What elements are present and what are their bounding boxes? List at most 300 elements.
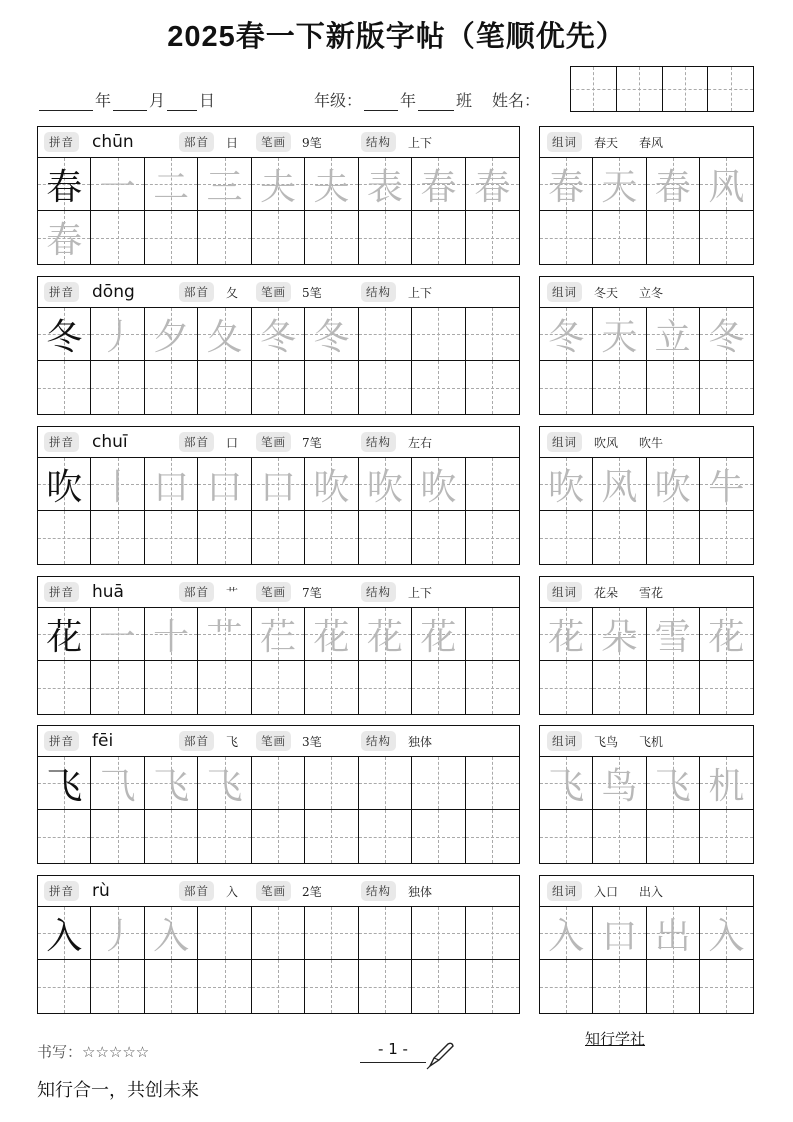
pinyin-tag: 拼音 xyxy=(44,282,79,302)
stroke-order-cell[interactable] xyxy=(198,907,251,960)
stroke-order-cell[interactable] xyxy=(305,757,358,810)
word-1: 入口 xyxy=(594,884,619,899)
stroke-step: 口 xyxy=(259,466,296,508)
model-character: 花 xyxy=(46,616,83,658)
word-character: 雪 xyxy=(654,616,691,658)
practice-cell[interactable] xyxy=(145,211,198,264)
model-character: 冬 xyxy=(46,316,83,358)
stroke-order-cell[interactable] xyxy=(145,907,198,960)
word-character: 机 xyxy=(708,765,745,807)
day-label: 日 xyxy=(199,91,216,110)
practice-cell[interactable] xyxy=(145,810,198,863)
stroke-step: ⺄ xyxy=(99,765,136,807)
word-trace-cell[interactable] xyxy=(700,907,753,960)
structure-value: 独体 xyxy=(408,884,433,899)
stroke-order-cell[interactable] xyxy=(359,308,412,361)
name-cell[interactable] xyxy=(571,67,617,111)
practice-cell[interactable] xyxy=(145,661,198,714)
stroke-order-cell[interactable] xyxy=(91,608,144,661)
stroke-order-cell[interactable] xyxy=(466,608,519,661)
radical-tag: 部首 xyxy=(179,132,214,152)
stroke-step: 冬 xyxy=(313,316,350,358)
word-character: 风 xyxy=(601,466,638,508)
radical-value: 艹 xyxy=(226,585,239,600)
word-practice-cell[interactable] xyxy=(593,661,646,714)
model-character: 吹 xyxy=(46,466,83,508)
words-info xyxy=(540,726,753,757)
word-character: 风 xyxy=(708,166,745,208)
stroke-order-cell[interactable] xyxy=(305,158,358,211)
structure-tag: 结构 xyxy=(361,731,396,751)
radical-tag: 部首 xyxy=(179,582,214,602)
practice-cell[interactable] xyxy=(38,810,91,863)
words-block xyxy=(539,276,754,415)
practice-cell[interactable] xyxy=(466,211,519,264)
character-info xyxy=(38,127,519,158)
pinyin-value: chūn xyxy=(92,132,134,152)
stroke-order-cell[interactable] xyxy=(305,308,358,361)
model-character: 春 xyxy=(46,166,83,208)
practice-block xyxy=(37,875,520,1014)
strokes-tag: 笔画 xyxy=(256,132,291,152)
practice-cell[interactable] xyxy=(38,960,91,1013)
stroke-order-cell[interactable] xyxy=(359,907,412,960)
radical-value: 日 xyxy=(226,135,239,150)
word-trace-cell[interactable] xyxy=(540,458,593,511)
structure-value: 上下 xyxy=(408,285,433,300)
stroke-step: 花 xyxy=(420,616,457,658)
word-practice-cell[interactable] xyxy=(647,661,700,714)
word-trace-cell[interactable] xyxy=(647,757,700,810)
stroke-order-cell[interactable] xyxy=(91,158,144,211)
strokes-value: 7笔 xyxy=(302,435,322,450)
practice-cell[interactable] xyxy=(145,511,198,564)
word-practice-cell[interactable] xyxy=(593,361,646,414)
practice-cell[interactable] xyxy=(305,960,358,1013)
word-character: 吹 xyxy=(654,466,691,508)
words-tag: 组词 xyxy=(547,282,582,302)
stroke-step: 吹 xyxy=(366,466,403,508)
practice-cell[interactable] xyxy=(466,361,519,414)
pinyin-tag: 拼音 xyxy=(44,731,79,751)
practice-cell[interactable] xyxy=(412,361,465,414)
word-trace-cell[interactable] xyxy=(700,608,753,661)
pinyin-tag: 拼音 xyxy=(44,881,79,901)
character-info xyxy=(38,577,519,608)
stroke-step: 一 xyxy=(99,616,136,658)
grade-year-blank[interactable] xyxy=(364,96,398,111)
radical-tag: 部首 xyxy=(179,881,214,901)
word-trace-cell[interactable] xyxy=(647,608,700,661)
word-trace-cell[interactable] xyxy=(540,757,593,810)
strokes-tag: 笔画 xyxy=(256,881,291,901)
word-character: 飞 xyxy=(548,765,585,807)
word-character: 入 xyxy=(548,915,585,957)
practice-cell[interactable] xyxy=(198,661,251,714)
structure-tag: 结构 xyxy=(361,282,396,302)
stroke-order-cell[interactable] xyxy=(145,308,198,361)
word-practice-cell[interactable] xyxy=(540,960,593,1013)
practice-cell[interactable] xyxy=(412,511,465,564)
name-cell[interactable] xyxy=(617,67,663,111)
practice-cell[interactable] xyxy=(359,361,412,414)
year-blank[interactable] xyxy=(39,96,93,111)
practice-cell[interactable] xyxy=(91,960,144,1013)
stroke-step: 口 xyxy=(206,466,243,508)
practice-cell[interactable] xyxy=(145,361,198,414)
stroke-order-cell[interactable] xyxy=(412,158,465,211)
word-practice-cell[interactable] xyxy=(647,211,700,264)
word-1: 春天 xyxy=(594,135,619,150)
practice-grid xyxy=(38,308,519,414)
name-cell[interactable] xyxy=(663,67,709,111)
word-character: 出 xyxy=(654,915,691,957)
word-practice-cell[interactable] xyxy=(700,361,753,414)
word-practice-cell[interactable] xyxy=(647,960,700,1013)
stroke-order-cell[interactable] xyxy=(466,308,519,361)
words-info xyxy=(540,577,753,608)
practice-cell[interactable] xyxy=(38,361,91,414)
model-character-cell xyxy=(38,757,91,810)
model-character-cell xyxy=(38,608,91,661)
model-character-cell xyxy=(38,158,91,211)
practice-cell[interactable] xyxy=(38,511,91,564)
stroke-order-cell[interactable] xyxy=(466,907,519,960)
practice-cell[interactable] xyxy=(91,511,144,564)
practice-cell[interactable] xyxy=(359,211,412,264)
stroke-order-cell[interactable] xyxy=(252,458,305,511)
model-character-cell xyxy=(38,907,91,960)
word-trace-cell[interactable] xyxy=(647,308,700,361)
month-blank[interactable] xyxy=(113,96,147,111)
word-trace-cell[interactable] xyxy=(700,158,753,211)
words-block xyxy=(539,576,754,715)
stroke-step: 丿 xyxy=(99,915,136,957)
pinyin-tag: 拼音 xyxy=(44,432,79,452)
stroke-step: 飞 xyxy=(153,765,190,807)
word-character: 飞 xyxy=(654,765,691,807)
word-character: 花 xyxy=(708,616,745,658)
word-trace-cell[interactable] xyxy=(700,458,753,511)
word-practice-cell[interactable] xyxy=(700,810,753,863)
word-character: 立 xyxy=(654,316,691,358)
grade-line xyxy=(314,88,540,111)
practice-cell[interactable] xyxy=(359,511,412,564)
page-title: 2025春一下新版字帖（笔顺优先） xyxy=(167,21,626,53)
practice-cell[interactable] xyxy=(466,810,519,863)
practice-grid xyxy=(38,458,519,564)
words-tag: 组词 xyxy=(547,881,582,901)
radical-value: 入 xyxy=(226,884,239,899)
word-character: 花 xyxy=(548,616,585,658)
practice-cell[interactable] xyxy=(359,810,412,863)
word-trace-cell[interactable] xyxy=(647,907,700,960)
word-2: 吹牛 xyxy=(639,435,664,450)
word-practice-cell[interactable] xyxy=(540,810,593,863)
stroke-order-cell[interactable] xyxy=(252,158,305,211)
word-trace-cell[interactable] xyxy=(593,458,646,511)
month-label: 月 xyxy=(149,91,166,110)
practice-cell[interactable] xyxy=(198,211,251,264)
stroke-order-cell[interactable] xyxy=(305,907,358,960)
word-1: 飞鸟 xyxy=(594,734,619,749)
word-character: 口 xyxy=(601,915,638,957)
stroke-step: 冬 xyxy=(259,316,296,358)
stroke-order-cell[interactable] xyxy=(91,757,144,810)
pinyin-value: rù xyxy=(92,881,110,901)
model-character-cell xyxy=(38,458,91,511)
practice-cell[interactable] xyxy=(198,960,251,1013)
practice-cell[interactable] xyxy=(359,960,412,1013)
strokes-tag: 笔画 xyxy=(256,282,291,302)
structure-tag: 结构 xyxy=(361,881,396,901)
word-1: 吹风 xyxy=(594,435,619,450)
character-section xyxy=(37,875,754,1014)
practice-cell[interactable] xyxy=(91,211,144,264)
practice-cell[interactable] xyxy=(466,511,519,564)
words-grid xyxy=(540,757,753,863)
word-trace-cell[interactable] xyxy=(647,158,700,211)
word-character: 天 xyxy=(601,166,638,208)
word-character: 冬 xyxy=(548,316,585,358)
words-info xyxy=(540,127,753,158)
character-section xyxy=(37,725,754,864)
word-trace-cell[interactable] xyxy=(700,308,753,361)
word-practice-cell[interactable] xyxy=(700,511,753,564)
stroke-order-cell[interactable] xyxy=(145,458,198,511)
stroke-order-cell[interactable] xyxy=(198,757,251,810)
words-grid xyxy=(540,308,753,414)
practice-cell[interactable] xyxy=(198,511,251,564)
character-info xyxy=(38,876,519,907)
practice-cell[interactable] xyxy=(305,511,358,564)
word-trace-cell[interactable] xyxy=(540,308,593,361)
word-trace-cell[interactable] xyxy=(540,158,593,211)
word-trace-cell[interactable] xyxy=(593,308,646,361)
strokes-tag: 笔画 xyxy=(256,582,291,602)
practice-cell[interactable] xyxy=(198,810,251,863)
stroke-step: 芢 xyxy=(259,616,296,658)
word-trace-cell[interactable] xyxy=(647,458,700,511)
pinyin-value: chuī xyxy=(92,432,128,452)
stroke-order-cell[interactable] xyxy=(145,158,198,211)
structure-value: 上下 xyxy=(408,135,433,150)
stroke-order-cell[interactable] xyxy=(145,608,198,661)
practice-cell[interactable] xyxy=(305,211,358,264)
practice-cell[interactable] xyxy=(198,361,251,414)
pinyin-value: fēi xyxy=(92,731,114,751)
words-grid xyxy=(540,158,753,264)
practice-cell[interactable] xyxy=(252,661,305,714)
model-character-cell xyxy=(38,308,91,361)
practice-cell[interactable] xyxy=(91,810,144,863)
words-grid xyxy=(540,608,753,714)
word-trace-cell[interactable] xyxy=(593,757,646,810)
stroke-order-cell[interactable] xyxy=(252,308,305,361)
stroke-step: 丨 xyxy=(99,466,136,508)
word-character: 春 xyxy=(654,166,691,208)
pen-icon xyxy=(426,1040,456,1074)
word-character: 牛 xyxy=(708,466,745,508)
stroke-step: 夫 xyxy=(259,166,296,208)
stroke-order-cell[interactable] xyxy=(252,757,305,810)
name-box[interactable] xyxy=(570,66,754,112)
stroke-order-cell[interactable] xyxy=(198,308,251,361)
word-trace-cell[interactable] xyxy=(593,608,646,661)
word-practice-cell[interactable] xyxy=(540,211,593,264)
stroke-step: 花 xyxy=(366,616,403,658)
word-trace-cell[interactable] xyxy=(540,907,593,960)
practice-cell[interactable] xyxy=(466,960,519,1013)
practice-grid xyxy=(38,158,519,264)
word-trace-cell[interactable] xyxy=(593,158,646,211)
practice-cell[interactable] xyxy=(412,960,465,1013)
words-grid xyxy=(540,458,753,564)
word-practice-cell[interactable] xyxy=(593,960,646,1013)
character-section xyxy=(37,576,754,715)
radical-value: 飞 xyxy=(226,734,239,749)
word-character: 朵 xyxy=(601,616,638,658)
word-trace-cell[interactable] xyxy=(540,608,593,661)
stroke-order-cell[interactable] xyxy=(466,458,519,511)
structure-tag: 结构 xyxy=(361,582,396,602)
stroke-order-cell[interactable] xyxy=(198,458,251,511)
character-section xyxy=(37,126,754,265)
practice-cell[interactable] xyxy=(38,661,91,714)
name-cell[interactable] xyxy=(708,67,753,111)
word-2: 立冬 xyxy=(639,285,664,300)
practice-cell[interactable] xyxy=(252,960,305,1013)
words-tag: 组词 xyxy=(547,132,582,152)
practice-cell[interactable] xyxy=(412,211,465,264)
word-practice-cell[interactable] xyxy=(647,361,700,414)
stroke-step: 口 xyxy=(153,466,190,508)
radical-tag: 部首 xyxy=(179,432,214,452)
stroke-order-cell[interactable] xyxy=(252,907,305,960)
practice-grid xyxy=(38,907,519,1013)
word-practice-cell[interactable] xyxy=(700,960,753,1013)
practice-grid xyxy=(38,608,519,714)
radical-value: 口 xyxy=(226,435,239,450)
strokes-value: 7笔 xyxy=(302,585,322,600)
stroke-step: 夕 xyxy=(153,316,190,358)
word-2: 雪花 xyxy=(639,585,664,600)
word-practice-cell[interactable] xyxy=(540,361,593,414)
stroke-order-cell[interactable] xyxy=(91,907,144,960)
stroke-step: 春 xyxy=(420,166,457,208)
word-trace-cell[interactable] xyxy=(700,757,753,810)
word-character: 冬 xyxy=(708,316,745,358)
practice-block xyxy=(37,276,520,415)
page-number: - 1 - xyxy=(360,1040,426,1063)
strokes-tag: 笔画 xyxy=(256,731,291,751)
strokes-value: 3笔 xyxy=(302,734,322,749)
character-section xyxy=(37,426,754,565)
practice-cell[interactable] xyxy=(252,211,305,264)
stroke-order-cell[interactable] xyxy=(252,608,305,661)
practice-block xyxy=(37,426,520,565)
stroke-step: 入 xyxy=(153,915,190,957)
stroke-order-cell[interactable] xyxy=(145,757,198,810)
word-practice-cell[interactable] xyxy=(593,511,646,564)
practice-cell[interactable] xyxy=(91,661,144,714)
character-info xyxy=(38,726,519,757)
stroke-step: 一 xyxy=(99,166,136,208)
stroke-order-cell[interactable] xyxy=(305,608,358,661)
word-practice-cell[interactable] xyxy=(647,810,700,863)
stroke-order-cell[interactable] xyxy=(91,458,144,511)
stroke-step: 花 xyxy=(313,616,350,658)
word-practice-cell[interactable] xyxy=(700,661,753,714)
practice-cell[interactable] xyxy=(305,661,358,714)
practice-cell[interactable] xyxy=(145,960,198,1013)
radical-value: 夂 xyxy=(226,285,239,300)
stroke-order-cell[interactable] xyxy=(359,458,412,511)
date-line xyxy=(37,88,215,111)
word-2: 春风 xyxy=(639,135,664,150)
words-tag: 组词 xyxy=(547,731,582,751)
practice-cell[interactable] xyxy=(252,810,305,863)
stroke-step: 十 xyxy=(153,616,190,658)
word-practice-cell[interactable] xyxy=(540,511,593,564)
stroke-order-cell[interactable] xyxy=(466,158,519,211)
class-label: 班 xyxy=(456,91,473,110)
stroke-order-cell[interactable] xyxy=(91,308,144,361)
strokes-value: 5笔 xyxy=(302,285,322,300)
practice-cell[interactable] xyxy=(359,661,412,714)
word-practice-cell[interactable] xyxy=(593,810,646,863)
stroke-order-cell[interactable] xyxy=(359,158,412,211)
stroke-order-cell[interactable] xyxy=(466,757,519,810)
class-blank[interactable] xyxy=(418,96,454,111)
stroke-order-cell[interactable] xyxy=(198,158,251,211)
stroke-order-cell[interactable] xyxy=(359,757,412,810)
words-grid xyxy=(540,907,753,1013)
stroke-order-cell[interactable] xyxy=(412,458,465,511)
practice-cell[interactable] xyxy=(412,661,465,714)
words-block xyxy=(539,725,754,864)
practice-cell[interactable] xyxy=(412,810,465,863)
practice-cell[interactable] xyxy=(38,211,91,264)
motto: 知行合一，共创未来 xyxy=(37,1080,199,1101)
stroke-order-cell[interactable] xyxy=(412,608,465,661)
character-info xyxy=(38,427,519,458)
practice-cell[interactable] xyxy=(252,361,305,414)
practice-cell[interactable] xyxy=(466,661,519,714)
word-practice-cell[interactable] xyxy=(700,211,753,264)
word-practice-cell[interactable] xyxy=(540,661,593,714)
day-blank[interactable] xyxy=(167,96,197,111)
word-practice-cell[interactable] xyxy=(593,211,646,264)
stroke-order-cell[interactable] xyxy=(412,757,465,810)
practice-cell[interactable] xyxy=(252,511,305,564)
word-practice-cell[interactable] xyxy=(647,511,700,564)
stroke-order-cell[interactable] xyxy=(198,608,251,661)
practice-cell[interactable] xyxy=(91,361,144,414)
stroke-order-cell[interactable] xyxy=(412,907,465,960)
stroke-order-cell[interactable] xyxy=(412,308,465,361)
practice-cell[interactable] xyxy=(305,361,358,414)
practice-cell[interactable] xyxy=(305,810,358,863)
writing-rating: 书写：☆☆☆☆☆ xyxy=(37,1043,150,1061)
practice-block xyxy=(37,576,520,715)
radical-tag: 部首 xyxy=(179,731,214,751)
stroke-order-cell[interactable] xyxy=(359,608,412,661)
word-trace-cell[interactable] xyxy=(593,907,646,960)
stroke-step: 艹 xyxy=(206,616,243,658)
strokes-value: 9笔 xyxy=(302,135,322,150)
stroke-order-cell[interactable] xyxy=(305,458,358,511)
